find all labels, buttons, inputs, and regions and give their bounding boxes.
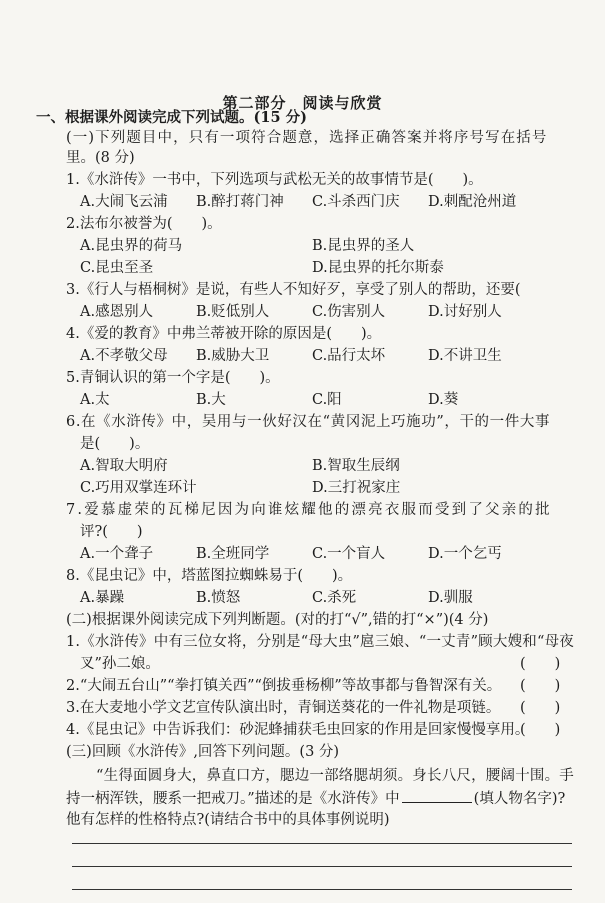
question-2-option-a[interactable]: A.昆虫界的荷马: [80, 238, 183, 254]
question-4-option-a[interactable]: A.不孝敬父母: [80, 348, 168, 364]
answer-line-3[interactable]: [72, 889, 572, 890]
question-8-option-c[interactable]: C.杀死: [312, 590, 357, 606]
question-2-option-b[interactable]: B.昆虫界的圣人: [312, 238, 415, 254]
passage-line-3: 他有怎样的性格特点?(请结合书中的具体事例说明): [66, 812, 390, 828]
answer-line-1[interactable]: [72, 843, 572, 844]
passage-line-2: [66, 788, 565, 809]
judge-3-text: 3.在大麦地小学文艺宣传队演出时，青铜送葵花的一件礼物是项链。: [66, 700, 501, 716]
question-1-option-b[interactable]: B.醉打蒋门神: [196, 194, 284, 210]
question-2-option-c[interactable]: C.昆虫至圣: [80, 260, 154, 276]
question-5-stem: 5.青铜认识的第一个字是( )。: [66, 370, 280, 386]
question-5-option-d[interactable]: D.葵: [428, 392, 459, 408]
part-label: 第二部分: [222, 94, 287, 112]
question-3-option-c[interactable]: C.伤害别人: [312, 304, 386, 320]
question-5-option-a[interactable]: A.太: [80, 392, 110, 408]
question-2-option-d[interactable]: D.昆虫界的托尔斯泰: [312, 260, 444, 276]
question-1-option-a[interactable]: A.大闹飞云浦: [80, 194, 168, 210]
question-5-option-b[interactable]: B.大: [196, 392, 226, 408]
question-7-option-d[interactable]: D.一个乞丐: [428, 546, 502, 562]
judge-4-text: 4.《昆虫记》中告诉我们：砂泥蜂捕获毛虫回家的作用是回家慢慢享用。: [66, 722, 530, 738]
subsection-2-instruction: (二)根据课外阅读完成下列判断题。(对的打“√”,错的打“×”)(4 分): [66, 612, 489, 628]
question-4-option-b[interactable]: B.威胁大卫: [196, 348, 270, 364]
question-1-stem: 1.《水浒传》一书中，下列选项与武松无关的故事情节是( )。: [66, 172, 483, 188]
question-4-option-c[interactable]: C.品行太坏: [312, 348, 386, 364]
answer-line-2[interactable]: [72, 866, 572, 867]
question-8-option-d[interactable]: D.驯服: [428, 590, 473, 606]
question-6-option-b[interactable]: B.智取生辰纲: [312, 458, 400, 474]
question-4-option-d[interactable]: D.不讲卫生: [428, 348, 502, 364]
subsection-1-instruction: (一)下列题目中，只有一项符合题意，选择正确答案并将序号写在括号: [66, 130, 548, 146]
question-7-option-c[interactable]: C.一个盲人: [312, 546, 386, 562]
section-heading: 一、根据课外阅读完成下列试题。(15 分): [36, 109, 307, 126]
passage-line-2-tail: (填人物名字)?: [473, 791, 566, 807]
subsection-1-instruction-cont: 里。(8 分): [66, 150, 135, 166]
question-7-option-b[interactable]: B.全班同学: [196, 546, 270, 562]
passage-line-1: “生得面圆身大，鼻直口方，腮边一部络腮胡须。身长八尺，腰阔十围。手: [96, 768, 575, 784]
question-4-stem: 4.《爱的教育》中弗兰蒂被开除的原因是( )。: [66, 326, 382, 342]
question-6-stem: 6.在《水浒传》中，吴用与一伙好汉在“黄冈泥上巧施功”，干的一件大事: [66, 414, 551, 430]
question-6-option-c[interactable]: C.巧用双掌连环计: [80, 480, 197, 496]
question-3-option-a[interactable]: A.感恩别人: [80, 304, 154, 320]
question-8-option-b[interactable]: B.愤怒: [196, 590, 241, 606]
passage-line-2-text: 持一柄浑铁，腰系一把戒刀。”描述的是《水浒传》中: [66, 791, 400, 807]
judge-2-text: 2.“大闹五台山”“拳打镇关西”“倒拔垂杨柳”等故事都与鲁智深有关。: [66, 678, 502, 694]
judge-3-answer[interactable]: ( ): [520, 700, 561, 716]
subsection-3-instruction: (三)回顾《水浒传》,回答下列问题。(3 分): [66, 744, 340, 760]
question-7-stem: 7.爱慕虚荣的瓦梯尼因为向谁炫耀他的漂亮衣服而受到了父亲的批: [66, 502, 552, 518]
question-5-option-c[interactable]: C.阳: [312, 392, 342, 408]
judge-1-text-cont: 叉”孙二娘。: [80, 656, 160, 672]
question-3-stem: 3.《行人与梧桐树》是说，有些人不知好歹，享受了别人的帮助，还要(: [66, 282, 521, 298]
question-6-stem-cont: 是( )。: [80, 436, 150, 452]
judge-2-answer[interactable]: ( ): [520, 678, 561, 694]
character-name-blank[interactable]: [402, 788, 472, 803]
judge-1-answer[interactable]: ( ): [520, 656, 561, 672]
judge-4-answer[interactable]: ( ): [520, 722, 561, 738]
question-2-stem: 2.法布尔被誉为( )。: [66, 216, 222, 232]
question-8-option-a[interactable]: A.暴躁: [80, 590, 125, 606]
question-6-option-a[interactable]: A.智取大明府: [80, 458, 168, 474]
part-name: 阅读与欣赏: [302, 94, 383, 112]
question-8-stem: 8.《昆虫记》中，塔蓝图拉蜘蛛易于( )。: [66, 568, 353, 584]
question-7-stem-cont: 评?( ): [80, 524, 143, 540]
question-1-option-d[interactable]: D.刺配沧州道: [428, 194, 517, 210]
question-7-option-a[interactable]: A.一个聋子: [80, 546, 154, 562]
judge-1-text: 1.《水浒传》中有三位女将，分别是“母大虫”扈三娘、“一丈青”顾大嫂和“母夜: [66, 634, 574, 650]
question-1-option-c[interactable]: C.斗杀西门庆: [312, 194, 400, 210]
question-6-option-d[interactable]: D.三打祝家庄: [312, 480, 401, 496]
question-3-option-d[interactable]: D.讨好别人: [428, 304, 502, 320]
question-3-option-b[interactable]: B.贬低别人: [196, 304, 270, 320]
